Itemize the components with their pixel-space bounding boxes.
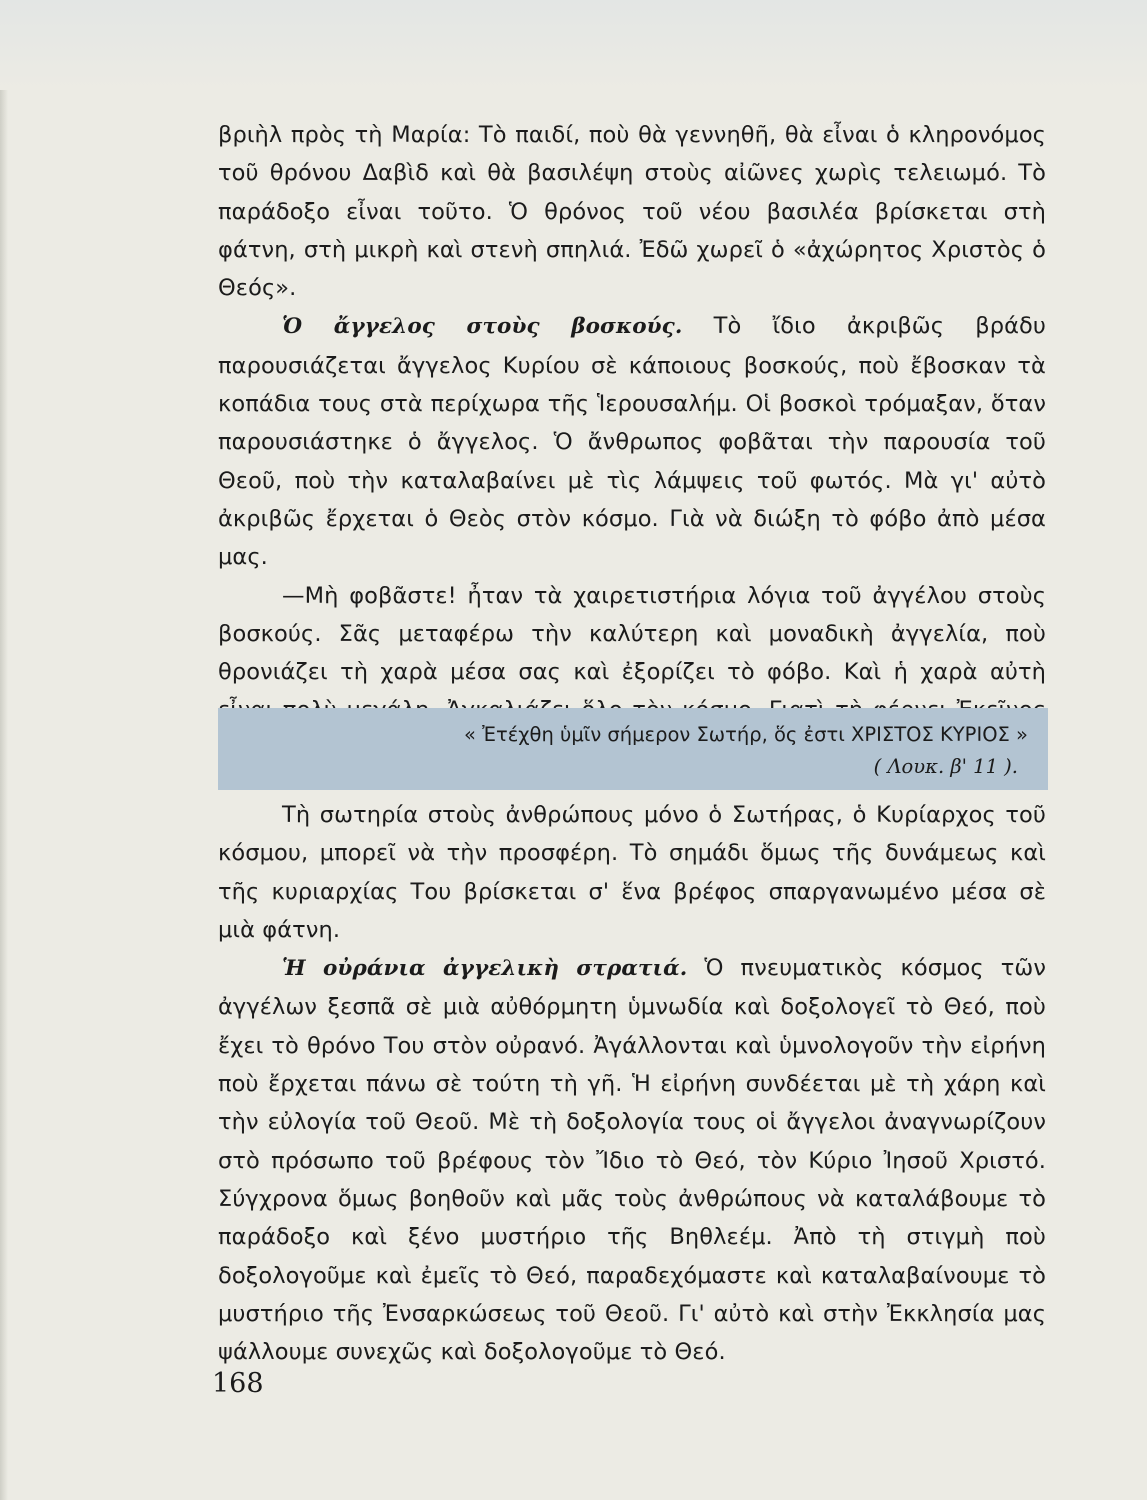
scripture-quote-text: « Ἐτέχθη ὑμῖν σήμερον Σωτήρ, ὅς ἐστι ΧΡΙΣΤΟΣ ΚΥΡΙΟΣ » xyxy=(464,723,1028,746)
upper-text-block xyxy=(218,116,1046,768)
paragraph-shepherds xyxy=(218,307,1046,576)
scripture-quote-reference: ( Λουκ. β' 11 ). xyxy=(873,755,1018,778)
page-binding-edge xyxy=(0,0,8,1500)
paragraph-heavenly-host xyxy=(218,949,1046,1371)
heading-heavenly-host: Ἡ οὐράνια ἀγγελικὴ στρατιά. xyxy=(282,956,688,982)
page-number: 168 xyxy=(212,1368,264,1399)
scripture-quote-box xyxy=(218,708,1048,790)
paragraph-saviour: Τὴ σωτηρία στοὺς ἀνθρώπους μόνο ὁ Σωτήρας, ὁ Κυρίαρχος τοῦ κόσμου, μπορεῖ νὰ τὴν προσφέρη. Τὸ σημάδι ὅμως τῆς δυνάμεως καὶ τῆς κυριαρχίας Του βρίσκεται σ' ἕνα βρέφος σπαργανωμένο μέσα σὲ μιὰ φάτνη. xyxy=(218,802,1046,943)
lower-text-block xyxy=(218,796,1046,1371)
paragraph-shepherds-body: Τὸ ἴδιο ἀκριβῶς βράδυ παρουσιάζεται ἄγγελος Κυρίου σὲ κάποιους βοσκούς, ποὺ ἔβοσκαν τὰ κοπάδια τους στὰ περίχωρα τῆς Ἱερουσαλήμ. Οἱ βοσκοὶ τρόμαξαν, ὅταν παρουσιάστηκε ὁ ἄγγελος. Ὁ ἄνθρωπος φοβᾶται τὴν παρουσία τοῦ Θεοῦ, ποὺ τὴν καταλαβαίνει μὲ τὶς λάμψεις τοῦ φωτός. Μὰ γι' αὐτὸ ἀκριβῶς ἔρχεται ὁ Θεὸς στὸν κόσμο. Γιὰ νὰ διώξη τὸ φόβο ἀπὸ μέσα μας. xyxy=(218,313,1047,571)
page-top-tint xyxy=(0,0,1147,90)
paragraph-fear-not: —Μὴ φοβᾶστε! ἦταν τὰ χαιρετιστήρια λόγια τοῦ ἀγγέλου στοὺς βοσκούς. Σᾶς μεταφέρω τὴν καλύτερη καὶ μοναδικὴ ἀγγελία, ποὺ θρονιάζει τὴ χαρὰ μέσα σας καὶ ἐξορίζει τὸ φόβο. Καὶ ἡ χαρὰ αὐτὴ xyxy=(218,582,1046,686)
heading-angel-to-shepherds: Ὁ ἄγγελος στοὺς βοσκούς. xyxy=(282,314,683,340)
paragraph-heavenly-host-body: Ὁ πνευματικὸς κόσμος τῶν ἀγγέλων ξεσπᾶ σὲ μιὰ αὐθόρμητη ὑμνωδία καὶ δοξολογεῖ τὸ Θεό, ποὺ ἔχει τὸ θρόνο Του στὸν οὐρανό. Ἀγάλλονται καὶ ὑμνολογοῦν τὴν εἰρήνη ποὺ ἔρχεται πάνω σὲ τούτη τὴ γῆ. Ἡ εἰρήνη συνδέεται μὲ τὴ χάρη καὶ τὴν εὐλογία τοῦ Θεοῦ. Μὲ τὴ δοξολογία τους οἱ ἄγγελοι ἀναγνωρίζουν στὸ πρόσωπο τοῦ βρέφους τὸν Ἴδιο τὸ Θεό, τὸν Κύριο Ἰησοῦ Χριστό. Σύγχρονα ὅμως βοηθοῦν καὶ μᾶς τοὺς ἀνθρώπους νὰ καταλάβουμε τὸ παράδοξο καὶ ξένο μυστήριο τῆς Βηθλεέμ. Ἀπὸ τὴ στιγμὴ ποὺ δοξολογοῦμε καὶ ἐμεῖς τὸ Θεό, παραδεχόμαστε καὶ καταλαβαίνουμε τὸ μυστήριο τῆς Ἐνσαρκώσεως τοῦ Θεοῦ. Γι' αὐτὸ καὶ στὴν Ἐκκλησία μας ψάλλουμε συνεχῶς καὶ δοξολογοῦμε τὸ Θεό. xyxy=(218,955,1046,1366)
paragraph-continuation: βριὴλ πρὸς τὴ Μαρία: Τὸ παιδί, ποὺ θὰ γεννηθῆ, θὰ εἶναι ὁ κληρονόμος τοῦ θρόνου Δαβὶδ καὶ θὰ βασιλέψη στοὺς αἰῶνες χωρὶς τελειωμό. Τὸ παράδοξο εἶναι τοῦτο. Ὁ θρόνος τοῦ νέου βασιλέα βρίσκεται στὴ φάτνη, στὴ μικρὴ καὶ στενὴ σπηλιά. Ἐδῶ χωρεῖ ὁ «ἀχώρητος Χριστὸς ὁ Θεός». xyxy=(218,122,1046,302)
